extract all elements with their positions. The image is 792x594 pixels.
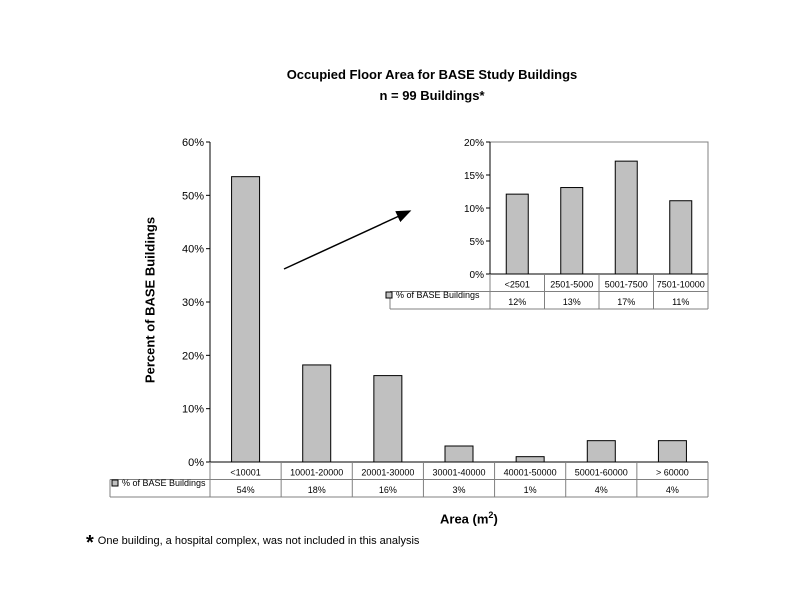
main-y-tick-label: 20% <box>181 350 204 363</box>
inset-y-tick-label: 15% <box>463 171 484 182</box>
chart-subtitle: n = 99 Buildings* <box>379 88 485 103</box>
main-y-tick-label: 0% <box>188 457 204 469</box>
inset-y-tick-label: 20% <box>463 138 484 149</box>
main-y-tick-label: 40% <box>181 243 204 256</box>
inset-bar <box>561 188 583 274</box>
inset-data-label: 13% <box>562 297 581 307</box>
main-data-label: 18% <box>307 485 326 495</box>
main-y-tick-label: 10% <box>181 403 204 416</box>
main-data-label: 1% <box>523 485 537 495</box>
footnote-text: One building, a hospital complex, was not included in this analysis <box>97 535 420 547</box>
inset-category-label: 2501-5000 <box>550 279 594 290</box>
main-data-label: 16% <box>378 485 397 495</box>
x-axis-label-suffix: ) <box>493 511 498 527</box>
main-legend-label: % of BASE Buildings <box>122 478 206 488</box>
main-y-tick-label: 50% <box>181 190 204 203</box>
main-bar <box>303 365 331 462</box>
inset-legend-label: % of BASE Buildings <box>396 290 480 300</box>
inset-data-label: 17% <box>617 297 636 307</box>
inset-arrow <box>284 211 410 269</box>
main-data-label: 54% <box>236 485 255 495</box>
chart-title: Occupied Floor Area for BASE Study Buildings <box>286 67 578 82</box>
inset-category-label: 7501-10000 <box>656 279 705 290</box>
main-data-label: 4% <box>594 485 608 495</box>
main-category-label: 10001-20000 <box>290 467 344 478</box>
inset-y-tick-label: 10% <box>463 204 484 215</box>
main-bar <box>374 376 402 462</box>
x-axis-label-text: Area (m <box>440 511 489 527</box>
main-bar <box>587 441 615 462</box>
main-y-tick-label: 30% <box>181 297 204 309</box>
main-legend-key <box>112 480 118 486</box>
inset-category-label: 5001-7500 <box>604 279 648 290</box>
inset-bar <box>615 161 637 274</box>
inset-bar <box>670 201 692 274</box>
y-axis-label-text: Percent of BASE Buildings <box>142 216 158 384</box>
main-category-label: 20001-30000 <box>361 467 415 478</box>
main-category-label: 40001-50000 <box>503 467 557 478</box>
main-bar <box>516 457 544 462</box>
main-bar <box>232 177 260 462</box>
main-bar <box>658 441 686 462</box>
inset-bar <box>506 194 528 274</box>
inset-y-tick-label: 0% <box>469 270 484 281</box>
x-axis-label-superscript: 2 <box>488 510 494 520</box>
main-data-label: 4% <box>665 485 679 495</box>
main-y-tick-label: 60% <box>181 137 204 149</box>
main-category-label: <10001 <box>230 467 261 478</box>
inset-legend-key <box>386 292 392 298</box>
main-bar <box>445 446 473 462</box>
main-category-label: > 60000 <box>656 467 689 478</box>
inset-data-label: 12% <box>508 297 527 307</box>
inset-y-tick-label: 5% <box>469 237 484 248</box>
footnote-marker: * <box>86 532 94 554</box>
main-category-label: 50001-60000 <box>574 467 628 478</box>
main-data-label: 3% <box>452 485 466 495</box>
inset-data-label: 11% <box>672 297 690 307</box>
main-category-label: 30001-40000 <box>432 467 486 478</box>
inset-category-label: <2501 <box>504 279 530 290</box>
